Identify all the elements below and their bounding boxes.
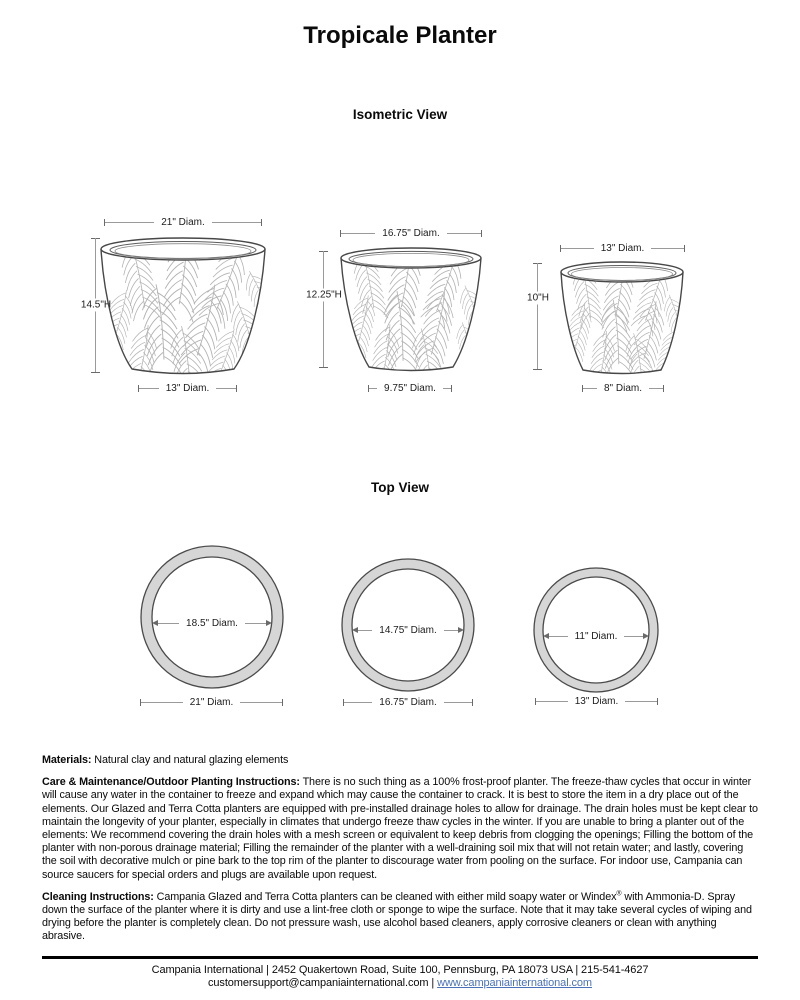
dim-line <box>141 702 183 703</box>
dim-label-outer-diameter-medium: 16.75" Diam. <box>379 697 437 708</box>
dim-inner-diameter-small <box>543 630 649 642</box>
dim-line <box>369 388 377 389</box>
dim-tick <box>319 367 328 368</box>
cleaning-value-part1: Campania Glazed and Terra Cotta planters can be cleaned with either mild soapy water or Windex <box>153 890 617 903</box>
dim-bottom-diameter-large <box>138 382 237 395</box>
pot-rim-outer <box>561 262 683 282</box>
dim-line <box>444 630 458 631</box>
dim-line <box>139 388 159 389</box>
registered-trademark-symbol: ® <box>616 890 622 898</box>
dim-inner-diameter-medium <box>352 624 464 636</box>
dim-line <box>651 248 684 249</box>
planter-isometric-drawing-large <box>98 236 268 378</box>
dim-label-top-diameter-large: 21" Diam. <box>161 217 205 228</box>
dim-line <box>212 222 261 223</box>
dim-arrow-right <box>643 633 649 639</box>
dim-tick <box>261 219 262 226</box>
care-maintenance-value: There is no such thing as a 100% frost-proof planter. The freeze-thaw cycles that occur in winter will cause any water in the container to freeze and expand which may cause the container to crack. It is best to store the item in a dry place out of the elements. Our Glazed and Terra Cotta planters are equipped with pre-installed drainage holes to allow for drainage. The drain holes must be kept clear to maintain the longevity of your planter, especially in climates that undergo freeze thaw cycles in the winter. If you are unable to bring a planter out of the elements: We recommend covering the drain holes with a mesh screen or equivalent to keep debris from clogging the openings; Filling the bottom of the planter with non-porous drainage material; Filling the remainder of the planter with a well-draining soil mix that will not retain water; and lastly, covering the soil with decorative mulch or pine bark to the top rim of the planter to discourage water from pooling on the surface. For indoor use, Campania can source saucers for special orders and plugs are available upon request. <box>42 776 758 881</box>
dim-line <box>561 248 594 249</box>
dim-tick <box>533 369 542 370</box>
dim-line <box>444 702 472 703</box>
footer-divider <box>42 956 758 959</box>
materials-label: Materials: <box>42 754 92 766</box>
dim-label-top-diameter-medium: 16.75" Diam. <box>382 228 440 239</box>
footer-website-link[interactable]: www.campaniainternational.com <box>437 977 592 990</box>
care-maintenance-text <box>42 776 758 882</box>
dim-line <box>583 388 597 389</box>
dim-line <box>358 630 372 631</box>
dim-line <box>625 701 657 702</box>
cleaning-instructions-text <box>42 891 758 944</box>
dim-outer-diameter-small <box>535 695 658 708</box>
dim-line <box>240 702 282 703</box>
dim-line <box>344 702 372 703</box>
dim-label-height-small: 10"H <box>524 292 552 305</box>
dim-top-diameter-small <box>560 242 685 255</box>
dim-line <box>649 388 663 389</box>
dim-label-bottom-diameter-medium: 9.75" Diam. <box>384 383 436 394</box>
planter-isometric-drawing-small <box>558 260 686 376</box>
dim-line <box>537 263 538 370</box>
dim-outer-diameter-medium <box>343 696 473 709</box>
footer-email: customersupport@campaniainternational.com <box>208 977 429 990</box>
dim-line <box>447 233 481 234</box>
dim-top-diameter-large <box>104 216 262 229</box>
materials-text <box>42 754 758 767</box>
materials-value: Natural clay and natural glazing elements <box>91 754 289 766</box>
dim-top-diameter-medium <box>340 227 482 240</box>
footer-address-line: Campania International | 2452 Quakertown Road, Suite 100, Pennsburg, PA 18073 USA | 215-541-4627 <box>151 963 649 976</box>
cleaning-instructions-label: Cleaning Instructions: <box>42 890 154 903</box>
dim-inner-diameter-large <box>152 617 272 629</box>
footer <box>42 964 758 991</box>
dim-label-inner-diameter-small: 11" Diam. <box>574 630 618 642</box>
footer-separator: | <box>428 977 438 990</box>
dim-label-top-diameter-small: 13" Diam. <box>600 243 645 254</box>
dim-label-outer-diameter-large: 21" Diam. <box>189 697 234 708</box>
dim-label-bottom-diameter-large: 13" Diam. <box>165 383 210 394</box>
dim-height-medium <box>319 251 328 368</box>
info-text-block <box>42 754 758 991</box>
dim-label-inner-diameter-medium: 14.75" Diam. <box>379 624 437 636</box>
planter-isometric-drawing-medium <box>338 246 484 373</box>
dim-label-inner-diameter-large: 18.5" Diam. <box>186 617 238 629</box>
care-maintenance-label: Care & Maintenance/Outdoor Planting Instructions: <box>42 776 300 789</box>
dim-tick <box>684 245 685 252</box>
dim-tick <box>663 385 664 392</box>
isometric-view-heading: Isometric View <box>352 107 448 122</box>
top-view-heading: Top View <box>370 480 429 495</box>
page-title: Tropicale Planter <box>303 22 497 49</box>
dim-tick <box>481 230 482 237</box>
dim-line <box>245 623 266 624</box>
dim-tick <box>236 385 237 392</box>
dim-line <box>216 388 236 389</box>
dim-arrow-right <box>458 627 464 633</box>
dim-arrow-right <box>266 620 272 626</box>
dim-height-small <box>533 263 542 370</box>
dim-line <box>105 222 154 223</box>
dim-tick <box>472 699 473 706</box>
dim-label-height-medium: 12.25"H <box>303 289 345 302</box>
dim-line <box>158 623 179 624</box>
dim-line <box>341 233 375 234</box>
dim-label-bottom-diameter-small: 8" Diam. <box>604 383 643 394</box>
dim-bottom-diameter-small <box>582 382 664 395</box>
cleaning-value-part2: with Ammonia-D. Spray down the surface of the planter where it is dirty and use a lint-free cloth or sponge to wipe the surface. Note that it may take several cycles of wiping and drying before the planter is completely clean. Do not pressure wash, use alcohol based cleaners, apply corrosive cleaners or clean with anything abrasive. <box>42 890 752 943</box>
pot-body-outline <box>341 258 481 371</box>
dim-label-outer-diameter-small: 13" Diam. <box>574 696 619 707</box>
dim-bottom-diameter-medium <box>368 382 452 395</box>
dim-tick <box>282 699 283 706</box>
dim-tick <box>451 385 452 392</box>
dim-line <box>624 636 643 637</box>
dim-tick <box>657 698 658 705</box>
dim-outer-diameter-large <box>140 696 283 709</box>
dim-label-height-large: 14.5"H <box>78 299 114 312</box>
dim-line <box>549 636 568 637</box>
dim-line <box>536 701 568 702</box>
dim-line <box>323 251 324 368</box>
dim-line <box>443 388 451 389</box>
footer-contact-line <box>42 977 758 991</box>
